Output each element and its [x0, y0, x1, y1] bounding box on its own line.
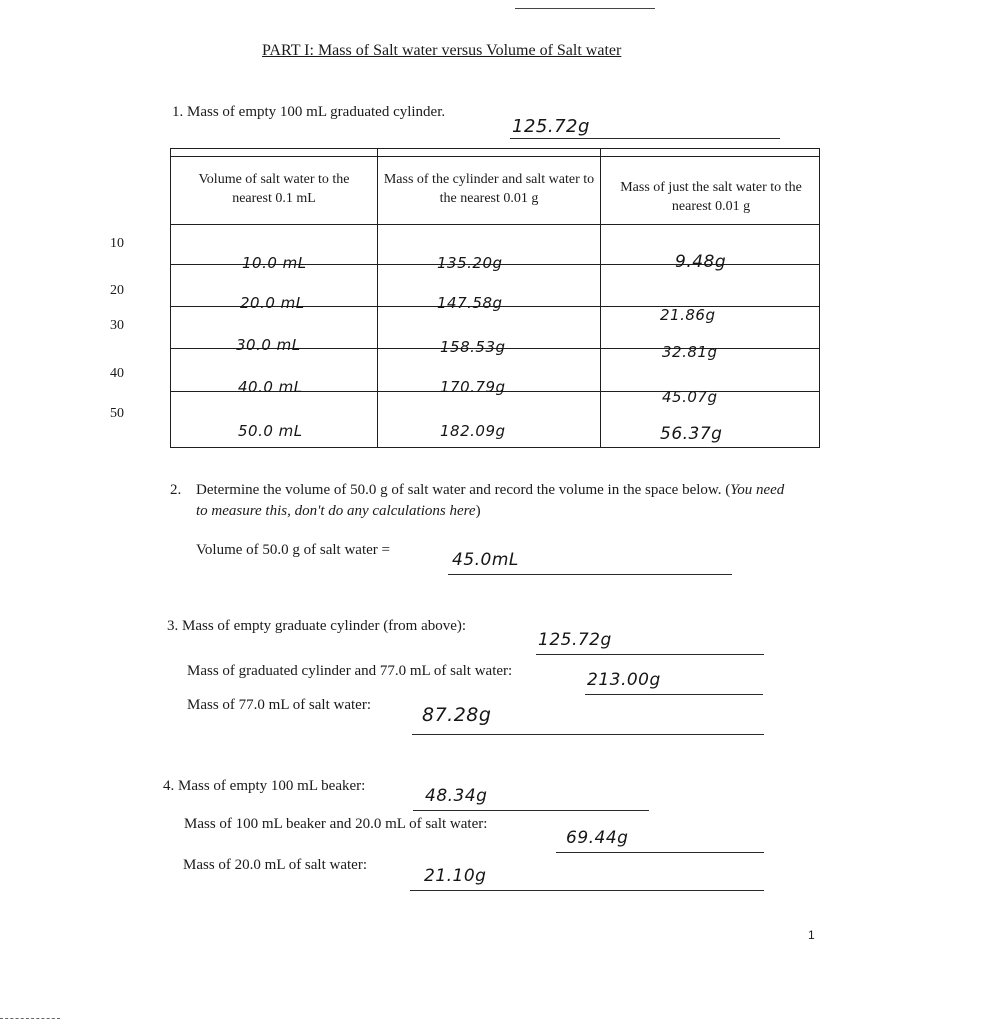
table-border — [600, 148, 601, 448]
bottom-rule — [0, 1018, 60, 1019]
q2-answer-label: Volume of 50.0 g of salt water = — [196, 542, 390, 558]
table-cell: 182.09g — [440, 422, 506, 440]
table-cell: 170.79g — [440, 378, 506, 396]
q4-answer-3: 21.10g — [424, 866, 487, 886]
page-title: PART I: Mass of Salt water versus Volume of Salt water — [262, 42, 622, 59]
data-table — [170, 148, 820, 458]
q3-label-3: Mass of 77.0 mL of salt water: — [187, 697, 371, 713]
top-rule — [515, 8, 655, 9]
margin-number: 50 — [110, 406, 124, 421]
margin-number: 40 — [110, 366, 124, 381]
table-border — [170, 156, 820, 157]
margin-number: 20 — [110, 283, 124, 298]
table-cell: 30.0 mL — [236, 336, 301, 354]
q4-answer-line-1 — [413, 788, 649, 811]
q3-label-1: 3. Mass of empty graduate cylinder (from above): — [167, 618, 467, 634]
q3-label-2: Mass of graduated cylinder and 77.0 mL of salt water: — [187, 663, 513, 679]
page-number: 1 — [808, 928, 815, 942]
table-cell: 21.86g — [660, 306, 716, 324]
q3-answer-1: 125.72g — [538, 630, 612, 650]
table-border — [170, 148, 820, 149]
q4-answer-1: 48.34g — [425, 786, 488, 806]
q1-answer: 125.72g — [512, 116, 590, 137]
table-cell: 45.07g — [662, 388, 718, 406]
table-border — [170, 148, 171, 448]
q4-label-2: Mass of 100 mL beaker and 20.0 mL of salt water: — [184, 816, 488, 832]
q2-answer: 45.0mL — [452, 550, 519, 570]
q4-label-1: 4. Mass of empty 100 mL beaker: — [163, 778, 366, 794]
table-cell: 32.81g — [662, 343, 718, 361]
table-cell: 40.0 mL — [238, 378, 303, 396]
table-header: Volume of salt water to the nearest 0.1 mL — [198, 172, 350, 206]
q3-answer-3: 87.28g — [422, 704, 492, 726]
table-header: Mass of just the salt water to the nearest 0.01 g — [620, 180, 802, 214]
q3-answer-line-3 — [412, 704, 764, 735]
q2-answer-line — [448, 552, 732, 575]
q4-answer-2: 69.44g — [566, 828, 629, 848]
table-cell: 158.53g — [440, 338, 506, 356]
q4-answer-line-3 — [410, 868, 764, 891]
table-cell: 56.37g — [660, 424, 723, 444]
q3-answer-2: 213.00g — [587, 670, 661, 690]
q1-label: 1. Mass of empty 100 mL graduated cylinder. — [172, 104, 446, 120]
table-border — [819, 148, 820, 448]
q3-answer-line-2 — [585, 672, 763, 695]
table-cell: 135.20g — [437, 254, 503, 272]
q3-answer-line-1 — [536, 632, 764, 655]
margin-number: 30 — [110, 318, 124, 333]
table-border — [170, 447, 820, 448]
table-border — [170, 224, 820, 225]
q2-instruction-end: ) — [475, 503, 481, 519]
q4-label-3: Mass of 20.0 mL of salt water: — [183, 857, 367, 873]
table-cell: 9.48g — [675, 252, 727, 272]
table-cell: 10.0 mL — [242, 254, 307, 272]
q2-instruction-italic: You need to measure this, don't do any calculations here — [196, 482, 785, 519]
table-cell: 50.0 mL — [238, 422, 303, 440]
table-border — [377, 148, 378, 448]
table-cell: 20.0 mL — [240, 294, 305, 312]
table-header: Mass of the cylinder and salt water to the nearest 0.01 g — [383, 172, 595, 206]
q4-answer-line-2 — [556, 830, 764, 853]
margin-number: 10 — [110, 236, 124, 251]
q1-answer-line — [510, 114, 780, 139]
table-cell: 147.58g — [437, 294, 503, 312]
q2-instruction: Determine the volume of 50.0 g of salt water and record the volume in the space below. ( — [196, 482, 731, 498]
q2-number: 2. — [170, 482, 182, 498]
